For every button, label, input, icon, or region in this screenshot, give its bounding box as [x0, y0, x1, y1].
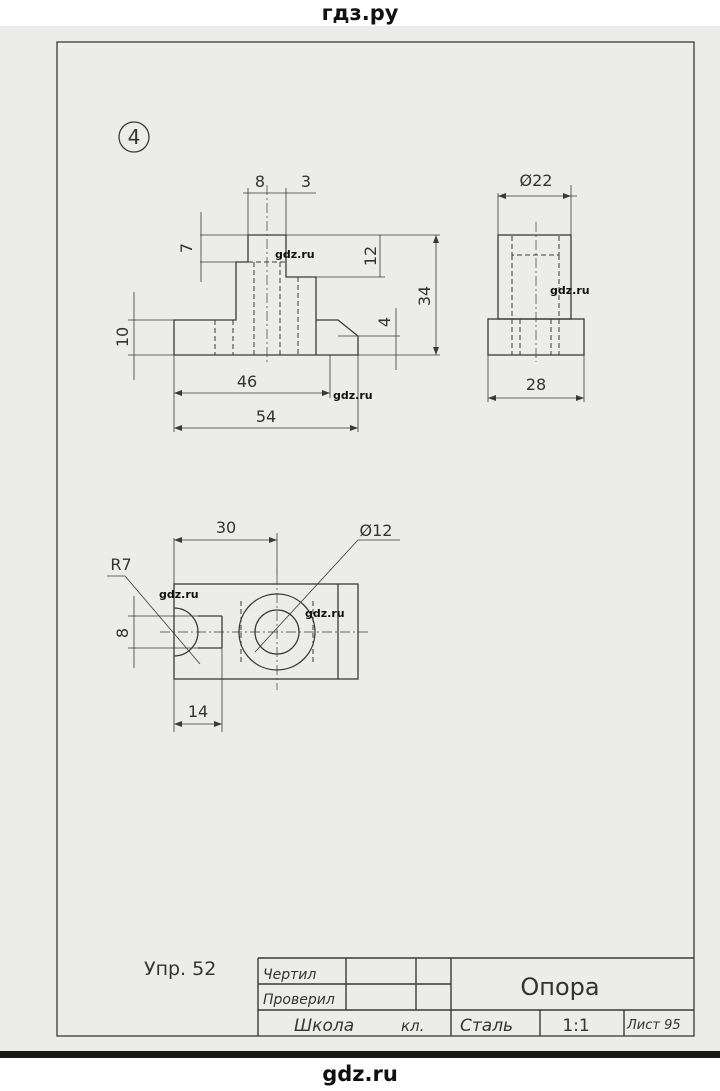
material: Сталь [460, 1016, 514, 1036]
watermark: gdz.ru [333, 389, 373, 402]
dim-slot-width: 8 [113, 627, 132, 639]
dim-side-diameter: Ø22 [519, 171, 553, 190]
dim-side-width: 28 [525, 375, 547, 394]
task-number: 4 [127, 125, 141, 149]
dim-top-offset: 3 [300, 172, 312, 191]
part-name: Опора [520, 973, 600, 1001]
dim-hole-offset: 30 [215, 518, 237, 537]
scale: 1:1 [562, 1016, 590, 1036]
dim-top-width: 8 [254, 172, 266, 191]
dim-base-height: 10 [113, 326, 132, 348]
drawn-label: Чертил [263, 967, 317, 983]
dim-step-height: 7 [177, 242, 196, 254]
watermark: gdz.ru [305, 607, 345, 620]
sheet-label: Лист 95 [627, 1018, 681, 1033]
exercise-label: Упр. 52 [144, 958, 217, 980]
dim-total-height: 34 [415, 285, 434, 307]
top-view-dimensions [107, 533, 400, 732]
front-view [174, 185, 358, 362]
dim-chamfer: 4 [375, 316, 394, 328]
watermark: gdz.ru [550, 284, 590, 297]
front-view-dimensions [128, 188, 440, 432]
dim-radius: R7 [110, 555, 132, 574]
class-label: кл. [401, 1017, 425, 1035]
watermark: gdz.ru [275, 248, 315, 261]
dim-mid-height: 12 [361, 245, 380, 267]
site-header: гдз.ру [321, 1, 399, 25]
checked-label: Проверил [263, 992, 335, 1008]
dim-hole-diameter: Ø12 [359, 521, 393, 540]
school-label: Школа [294, 1016, 355, 1036]
dim-base-total: 54 [255, 407, 277, 426]
dim-base-inner: 46 [236, 372, 258, 391]
watermark: gdz.ru [159, 588, 199, 601]
site-footer: gdz.ru [322, 1062, 398, 1086]
dim-slot-length: 14 [187, 702, 209, 721]
